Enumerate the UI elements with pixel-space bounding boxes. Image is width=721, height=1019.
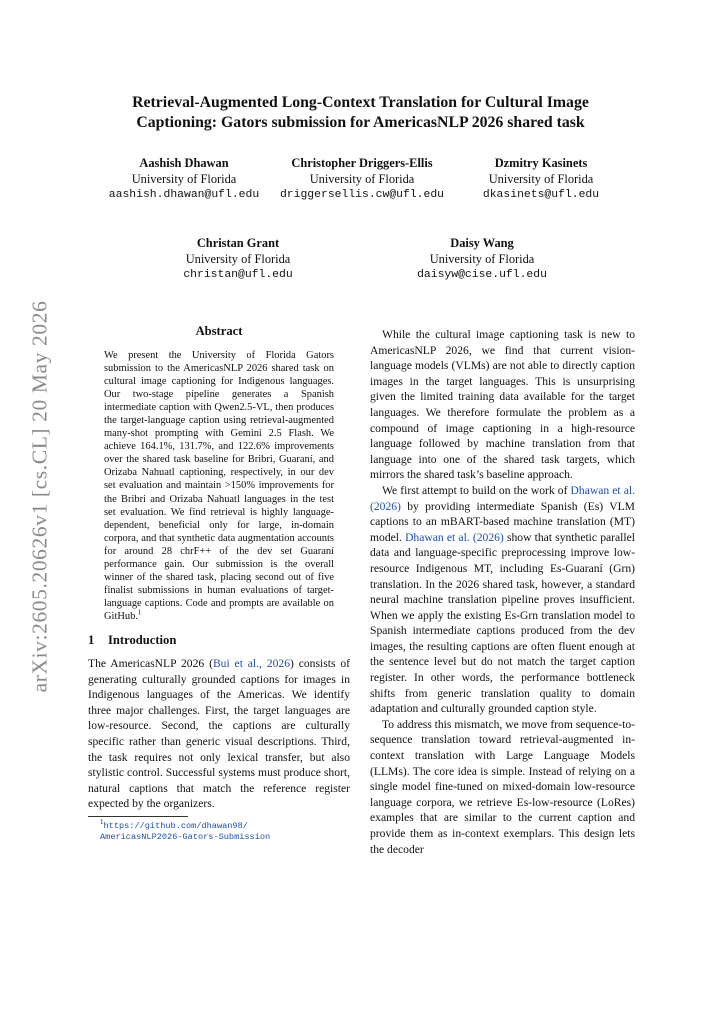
footnote-url-line-2[interactable]: AmericasNLP2026-Gators-Submission <box>100 832 271 843</box>
intro-paragraph <box>88 656 350 812</box>
author-name: Christopher Driggers-Ellis <box>291 156 433 170</box>
footnote-mark: 1 <box>100 818 104 827</box>
left-column <box>88 324 350 844</box>
author-block-1 <box>100 155 268 203</box>
footnote <box>88 818 350 844</box>
paragraph-3: To address this mismatch, we move from sequence-to-sequence translation toward retrieval-augmented in-context translation with Large Language Models (LLMs). The core idea is simple. Instead of relying on a single model fine-tuned on mixed-domain low-resource language corpora, we retrieve Es-low-resource (LoRes) examples that are similar to the current caption and provide them as in-context exemplars. This design lets the decoder <box>370 717 635 856</box>
citation-link[interactable]: Dhawan et al. (2026) <box>370 483 635 513</box>
author-email: driggersellis.cw@ufl.edu <box>279 189 445 201</box>
paper-title <box>88 93 633 132</box>
author-name: Dzmitry Kasinets <box>494 156 588 170</box>
author-block-2 <box>272 155 452 203</box>
author-email: christan@ufl.edu <box>183 269 293 281</box>
author-email: dkasinets@ufl.edu <box>482 189 600 201</box>
title-line-1: Retrieval-Augmented Long-Context Translation for Cultural Image <box>132 94 589 111</box>
right-column <box>370 327 635 857</box>
footnote-ref[interactable]: 1 <box>137 608 142 617</box>
author-affiliation: University of Florida <box>488 172 594 186</box>
arxiv-stamp <box>18 292 62 700</box>
text-run: The AmericasNLP 2026 ( <box>88 656 213 670</box>
section-number: 1 <box>88 632 95 647</box>
abstract-body: We present the University of Florida Gators submission to the AmericasNLP 2026 shared task on cultural image captioning for Indigenous languages. Our two-stage pipeline generates a Spanish intermediate caption with Qwen2.5-VL, then produces the target-language caption using retrieval-augmented many-shot prompting with Gemini 2.5 Flash. We achieve 164.1%, 131.7%, and 122.6% improvements over the shared task baseline for Bribri, Guaraní, and Orizaba Nahuatl captioning, respectively, in our dev set evaluation and maintain >150% improvements for the Bribri and Orizaba Nahuatl languages in the test set evaluation. We find retrieval is highly language-dependent, beneficial only for large, in-domain corpora, and that synthetic data augmentation accounts for around 28 chrF++ of the dev set Guaraní performance gain. Our submission is the overall winner of the shared task, placing second out of five finalist submissions in human evaluations of target-language captions. Code and prompts are available on GitHub. <box>104 350 334 622</box>
text-run: show that synthetic parallel data and language-specific preprocessing improve low-resource Indigenous MT, including Es-Guaraní (Grn) translation. In the 2026 shared task, however, a standard neural machine translation pipeline proves insufficient. When we apply the existing Es-Grn translation model to Spanish intermediate captions produced from the dev images, the resulting captions are often fluent enough at the sentence level but do not match the target caption register. In other words, the performance bottleneck shifts from generic translation quality to domain adaptation and culturally grounded caption style. <box>370 530 635 716</box>
author-affiliation: University of Florida <box>429 252 535 266</box>
intro-heading <box>88 633 350 648</box>
abstract-text <box>104 349 334 623</box>
author-block-5 <box>402 235 562 283</box>
title-line-2: Captioning: Gators submission for AmericasNLP 2026 shared task <box>136 113 585 131</box>
citation-link[interactable]: Bui et al., 2026 <box>212 656 291 670</box>
footnote-divider <box>88 816 188 817</box>
paragraph-1: While the cultural image captioning task is new to AmericasNLP 2026, we find that current vision-language models (VLMs) are not able to directly caption images in the target languages. This is unsurprising given the limited training data available for the target languages. We therefore formulate the problem as a compound of image captioning in a high-resource language followed by machine translation from that language into one of the shared task targets, which mirrors the shared task’s baseline approach. <box>370 328 635 482</box>
paragraph-2 <box>370 483 635 717</box>
author-affiliation: University of Florida <box>185 252 291 266</box>
text-run: ) consists of generating culturally grounded captions for images in Indigenous languages of the Americas. We identify three major challenges. First, the target languages are low-resource. Second, the captions are culturally specific rather than generic visual descriptions. Third, the task requires not only lexical transfer, but also stylistic control. Successful systems must produce short, natural captions that match the reference register expected by the organizers. <box>88 656 350 811</box>
text-run: We first attempt to build on the work of <box>382 483 571 497</box>
section-title: Introduction <box>108 632 177 647</box>
arxiv-stamp-text: arXiv:2605.20626v1 [cs.CL] 20 May 2026 <box>27 300 52 692</box>
author-name: Aashish Dhawan <box>139 156 229 170</box>
author-block-3 <box>470 155 612 203</box>
author-email: daisyw@cise.ufl.edu <box>417 269 547 281</box>
citation-link[interactable]: Dhawan et al. (2026) <box>405 530 504 544</box>
text-run: by providing intermediate Spanish (Es) VLM captions to an mBART-based machine translation (MT) model. <box>370 499 635 544</box>
abstract-heading: Abstract <box>195 324 243 338</box>
author-name: Daisy Wang <box>450 236 514 250</box>
footnote-url-line-1[interactable]: https://github.com/dhawan98/ <box>103 820 248 831</box>
author-affiliation: University of Florida <box>309 172 415 186</box>
author-name: Christan Grant <box>196 236 280 250</box>
author-block-4 <box>168 235 308 283</box>
author-email: aashish.dhawan@ufl.edu <box>108 189 260 201</box>
author-affiliation: University of Florida <box>131 172 237 186</box>
